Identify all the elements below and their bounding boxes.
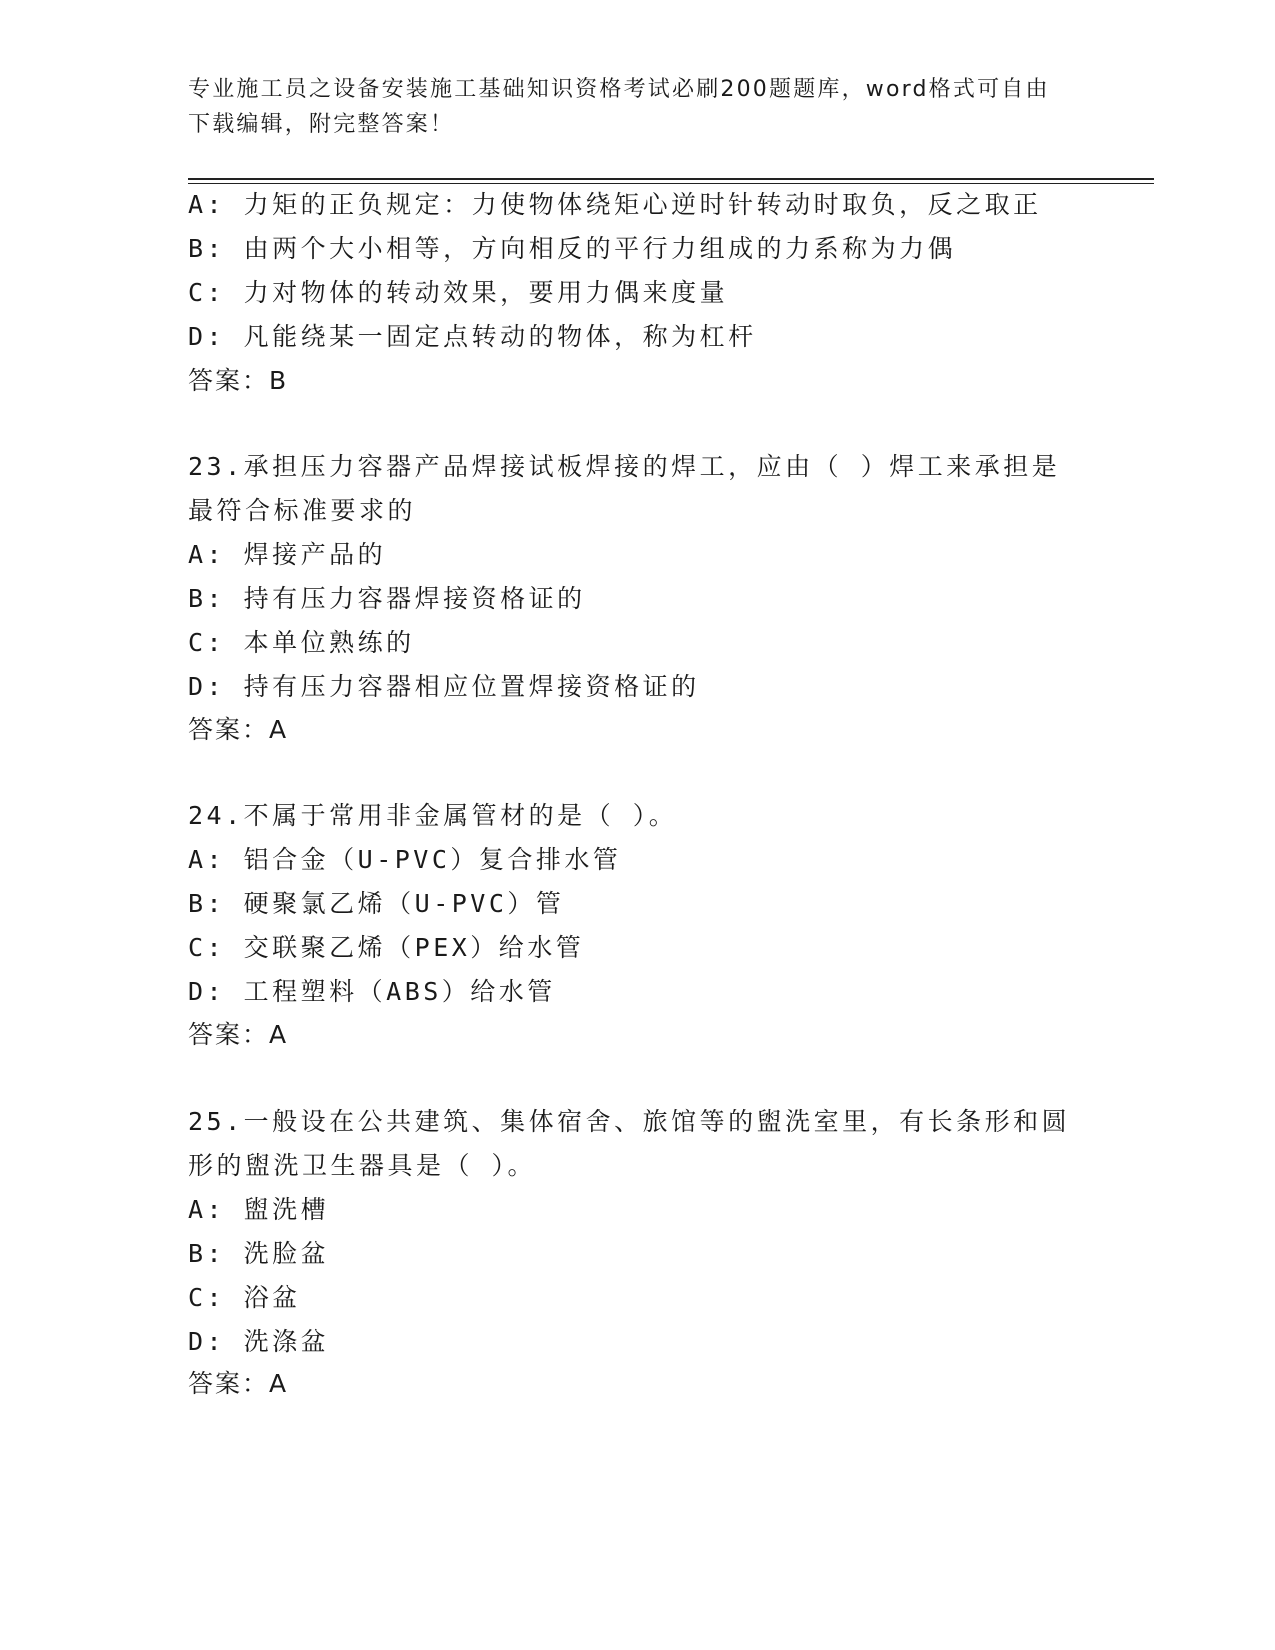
q24-option-d: D: 工程塑料（ABS）给水管 [188, 977, 556, 1006]
q25-option-a: A: 盥洗槽 [188, 1195, 330, 1224]
q22-option-c: C: 力对物体的转动效果，要用力偶来度量 [188, 278, 729, 307]
q24-option-a: A: 铝合金（U-PVC）复合排水管 [188, 845, 622, 874]
header-rule-thin [188, 183, 1154, 184]
q25-option-c: C: 浴盆 [188, 1283, 301, 1312]
q23-option-b: B: 持有压力容器焊接资格证的 [188, 584, 586, 613]
q23-option-c: C: 本单位熟练的 [188, 628, 415, 657]
q22-answer: 答案：B [188, 366, 289, 395]
q23-option-a: A: 焊接产品的 [188, 540, 387, 569]
q22-option-d: D: 凡能绕某一固定点转动的物体，称为杠杆 [188, 322, 757, 351]
q22-option-a: A: 力矩的正负规定：力使物体绕矩心逆时针转动时取负，反之取正 [188, 190, 1042, 219]
q23-option-d: D: 持有压力容器相应位置焊接资格证的 [188, 672, 700, 701]
q24-option-b: B: 硬聚氯乙烯（U-PVC）管 [188, 889, 565, 918]
q24-answer: 答案：A [188, 1020, 289, 1049]
q25-option-d: D: 洗涤盆 [188, 1327, 330, 1356]
q25-stem-line-1: 25.一般设在公共建筑、集体宿舍、旅馆等的盥洗室里，有长条形和圆 [188, 1107, 1071, 1136]
header-rule-thick [188, 178, 1154, 180]
q22-option-b: B: 由两个大小相等，方向相反的平行力组成的力系称为力偶 [188, 234, 957, 263]
q25-answer: 答案：A [188, 1369, 289, 1398]
q23-answer: 答案：A [188, 715, 289, 744]
header-line-2: 下载编辑，附完整答案！ [188, 112, 455, 137]
document-header [188, 72, 1068, 142]
q25-stem-line-2: 形的盥洗卫生器具是（ ）。 [188, 1151, 537, 1180]
header-line-1: 专业施工员之设备安装施工基础知识资格考试必刷200题题库，word格式可自由 [188, 77, 1050, 102]
q24-stem-line-1: 24.不属于常用非金属管材的是（ ）。 [188, 801, 678, 830]
q23-stem-line-2: 最符合标准要求的 [188, 496, 417, 525]
q23-stem-line-1: 23.承担压力容器产品焊接试板焊接的焊工，应由（ ）焊工来承担是 [188, 452, 1061, 481]
q25-option-b: B: 洗脸盆 [188, 1239, 330, 1268]
q24-option-c: C: 交联聚乙烯（PEX）给水管 [188, 933, 585, 962]
